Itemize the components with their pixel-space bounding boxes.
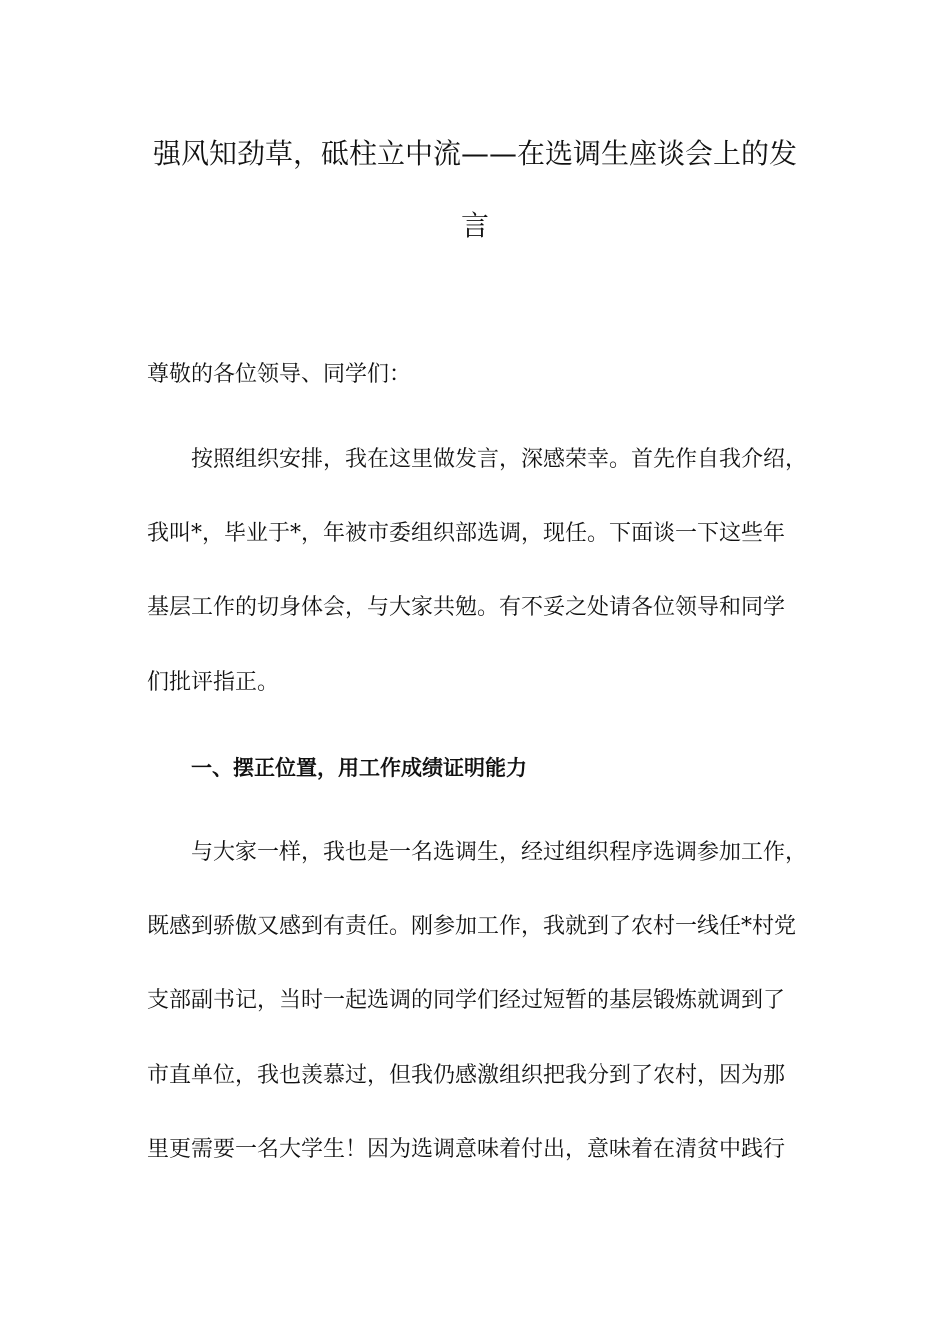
body-line-2: 既感到骄傲又感到有责任。刚参加工作，我就到了农村一线任*村党 — [147, 914, 797, 939]
document-title-line-2: 言 — [460, 209, 489, 242]
intro-line-4: 们批评指正。 — [147, 670, 280, 695]
document-title-line-1: 强风知劲草，砥柱立中流——在选调生座谈会上的发 — [152, 137, 797, 170]
intro-line-2: 我叫*，毕业于*，年被市委组织部选调，现任。下面谈一下这些年 — [147, 521, 786, 546]
body-line-5: 里更需要一名大学生！因为选调意味着付出，意味着在清贫中践行 — [147, 1137, 786, 1162]
salutation: 尊敬的各位领导、同学们： — [147, 362, 412, 387]
section-heading: 一、摆正位置，用工作成绩证明能力 — [191, 756, 527, 780]
intro-line-3: 基层工作的切身体会，与大家共勉。有不妥之处请各位领导和同学 — [147, 595, 786, 620]
body-line-1: 与大家一样，我也是一名选调生，经过组织程序选调参加工作， — [191, 840, 808, 865]
body-line-3: 支部副书记，当时一起选调的同学们经过短暂的基层锻炼就调到了 — [147, 988, 786, 1013]
intro-line-1: 按照组织安排，我在这里做发言，深感荣幸。首先作自我介绍， — [191, 447, 808, 472]
body-line-4: 市直单位，我也羡慕过，但我仍感激组织把我分到了农村，因为那 — [147, 1063, 786, 1088]
